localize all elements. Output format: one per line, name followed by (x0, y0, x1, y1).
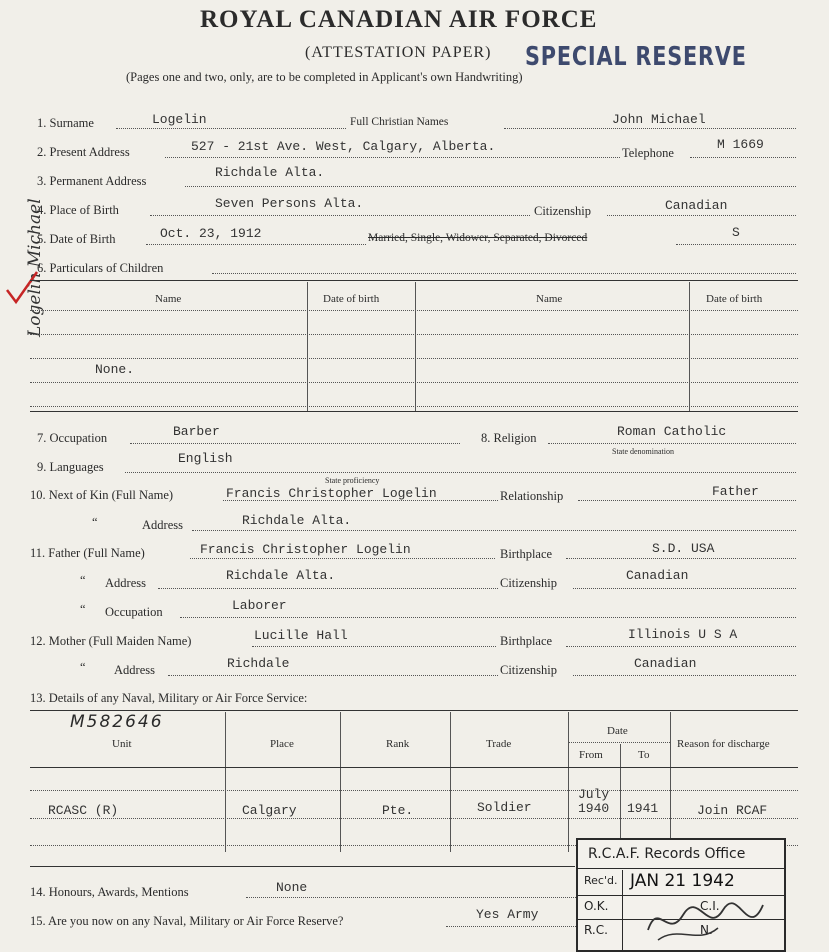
service-trade-header: Trade (486, 738, 512, 750)
mother-birthplace-label: Birthplace (500, 634, 553, 648)
father-birthplace-value: S.D. USA (652, 541, 715, 556)
telephone-label: Telephone (622, 146, 674, 160)
children-name-header-2: Name (536, 293, 563, 305)
records-received-label: Rec'd. (584, 874, 618, 887)
languages-note: State proficiency (325, 476, 380, 485)
nok-ditto-mark: “ (92, 515, 98, 529)
records-received-date: JAN 21 1942 (630, 871, 735, 891)
service-unit-header: Unit (112, 738, 132, 750)
marital-status-value: S (732, 225, 740, 240)
mother-citizenship-value: Canadian (634, 656, 697, 671)
mother-address-label: Address (114, 663, 155, 677)
telephone-value: M 1669 (717, 137, 764, 152)
christian-names-value: John Michael (612, 112, 706, 127)
present-address-label: 2. Present Address (37, 145, 130, 159)
children-dob-header: Date of birth (323, 293, 380, 305)
religion-value: Roman Catholic (617, 424, 727, 439)
father-address-ditto: “ (80, 573, 86, 587)
service-to-value: 1941 (627, 801, 659, 816)
special-reserve-stamp: SPECIAL RESERVE (525, 42, 747, 72)
service-place-header: Place (270, 738, 294, 750)
mother-address-ditto: “ (80, 660, 86, 674)
instruction-text: (Pages one and two, only, are to be completed in Applicant's own Handwriting) (126, 70, 523, 84)
father-occupation-label: Occupation (105, 605, 163, 619)
service-date-header: Date (607, 725, 628, 737)
permanent-address-label: 3. Permanent Address (37, 174, 147, 188)
service-rank-value: Pte. (382, 803, 414, 818)
mother-name-value: Lucille Hall (254, 628, 348, 643)
permanent-address-value: Richdale Alta. (215, 165, 325, 180)
service-reason-value: Join RCAF (697, 803, 768, 818)
occupation-label: 7. Occupation (37, 431, 108, 445)
form-title: ROYAL CANADIAN AIR FORCE (200, 6, 598, 33)
surname-value: Logelin (152, 112, 207, 127)
relationship-label: Relationship (500, 489, 564, 503)
records-rc-label: R.C. (584, 923, 608, 937)
occupation-value: Barber (173, 424, 220, 439)
service-from-month: July (578, 787, 610, 802)
mother-citizenship-label: Citizenship (500, 663, 557, 677)
christian-names-label: Full Christian Names (350, 116, 449, 128)
father-citizenship-label: Citizenship (500, 576, 557, 590)
languages-label: 9. Languages (37, 460, 104, 474)
red-check-mark (4, 268, 40, 308)
honours-value: None (276, 880, 308, 895)
next-of-kin-value: Francis Christopher Logelin (226, 486, 437, 501)
nok-address-label: Address (142, 518, 183, 532)
father-occupation-ditto: “ (80, 602, 86, 616)
father-name-value: Francis Christopher Logelin (200, 542, 411, 557)
mother-address-value: Richdale (227, 656, 290, 671)
records-ok-label: O.K. (584, 899, 609, 913)
date-of-birth-value: Oct. 23, 1912 (160, 226, 262, 241)
father-citizenship-value: Canadian (626, 568, 689, 583)
service-unit-value: RCASC (R) (48, 803, 119, 818)
handwritten-initials-scribble (638, 890, 778, 950)
mother-name-label: 12. Mother (Full Maiden Name) (30, 634, 192, 648)
reserve-value: Yes Army (476, 907, 539, 922)
service-details-label: 13. Details of any Naval, Military or Air Force Service: (30, 691, 308, 705)
father-birthplace-label: Birthplace (500, 547, 553, 561)
service-rank-header: Rank (386, 738, 410, 750)
place-of-birth-label: 4. Place of Birth (37, 203, 119, 217)
citizenship-label: Citizenship (534, 204, 591, 218)
father-address-label: Address (105, 576, 146, 590)
service-place-value: Calgary (242, 803, 297, 818)
records-office-stamp (576, 838, 786, 952)
languages-value: English (178, 451, 233, 466)
marital-status-label: Married, Single, Widower, Separated, Divorced (368, 232, 588, 244)
religion-note: State denomination (612, 447, 674, 456)
children-none: None. (95, 362, 135, 377)
service-from-year: 1940 (578, 801, 610, 816)
date-of-birth-label: 5. Date of Birth (37, 232, 116, 246)
citizenship-value: Canadian (665, 198, 728, 213)
records-n-label: N. (700, 923, 713, 937)
service-to-header: To (638, 749, 650, 761)
children-dob-header-2: Date of birth (706, 293, 763, 305)
father-name-label: 11. Father (Full Name) (30, 546, 145, 560)
particulars-children-label: 6. Particulars of Children (37, 261, 164, 275)
service-reason-header: Reason for discharge (677, 738, 770, 750)
father-occupation-value: Laborer (232, 598, 287, 613)
present-address-value: 527 - 21st Ave. West, Calgary, Alberta. (191, 139, 496, 154)
service-number-handwritten: M582646 (70, 712, 164, 732)
religion-label: 8. Religion (481, 431, 537, 445)
form-subtitle: (ATTESTATION PAPER) (305, 44, 492, 61)
father-address-value: Richdale Alta. (226, 568, 336, 583)
service-trade-value: Soldier (477, 800, 532, 815)
records-office-title: R.C.A.F. Records Office (588, 846, 746, 862)
service-from-header: From (579, 749, 603, 761)
reserve-label: 15. Are you now on any Naval, Military or Air Force Reserve? (30, 914, 344, 928)
children-name-header: Name (155, 293, 182, 305)
margin-handwritten-name: Logelin Michael (25, 198, 45, 337)
honours-label: 14. Honours, Awards, Mentions (30, 885, 189, 899)
records-ci-label: C.I. (700, 899, 720, 913)
nok-address-value: Richdale Alta. (242, 513, 352, 528)
place-of-birth-value: Seven Persons Alta. (215, 196, 364, 211)
mother-birthplace-value: Illinois U S A (628, 627, 738, 642)
surname-label: 1. Surname (37, 116, 94, 130)
next-of-kin-label: 10. Next of Kin (Full Name) (30, 488, 174, 502)
relationship-value: Father (712, 484, 759, 499)
